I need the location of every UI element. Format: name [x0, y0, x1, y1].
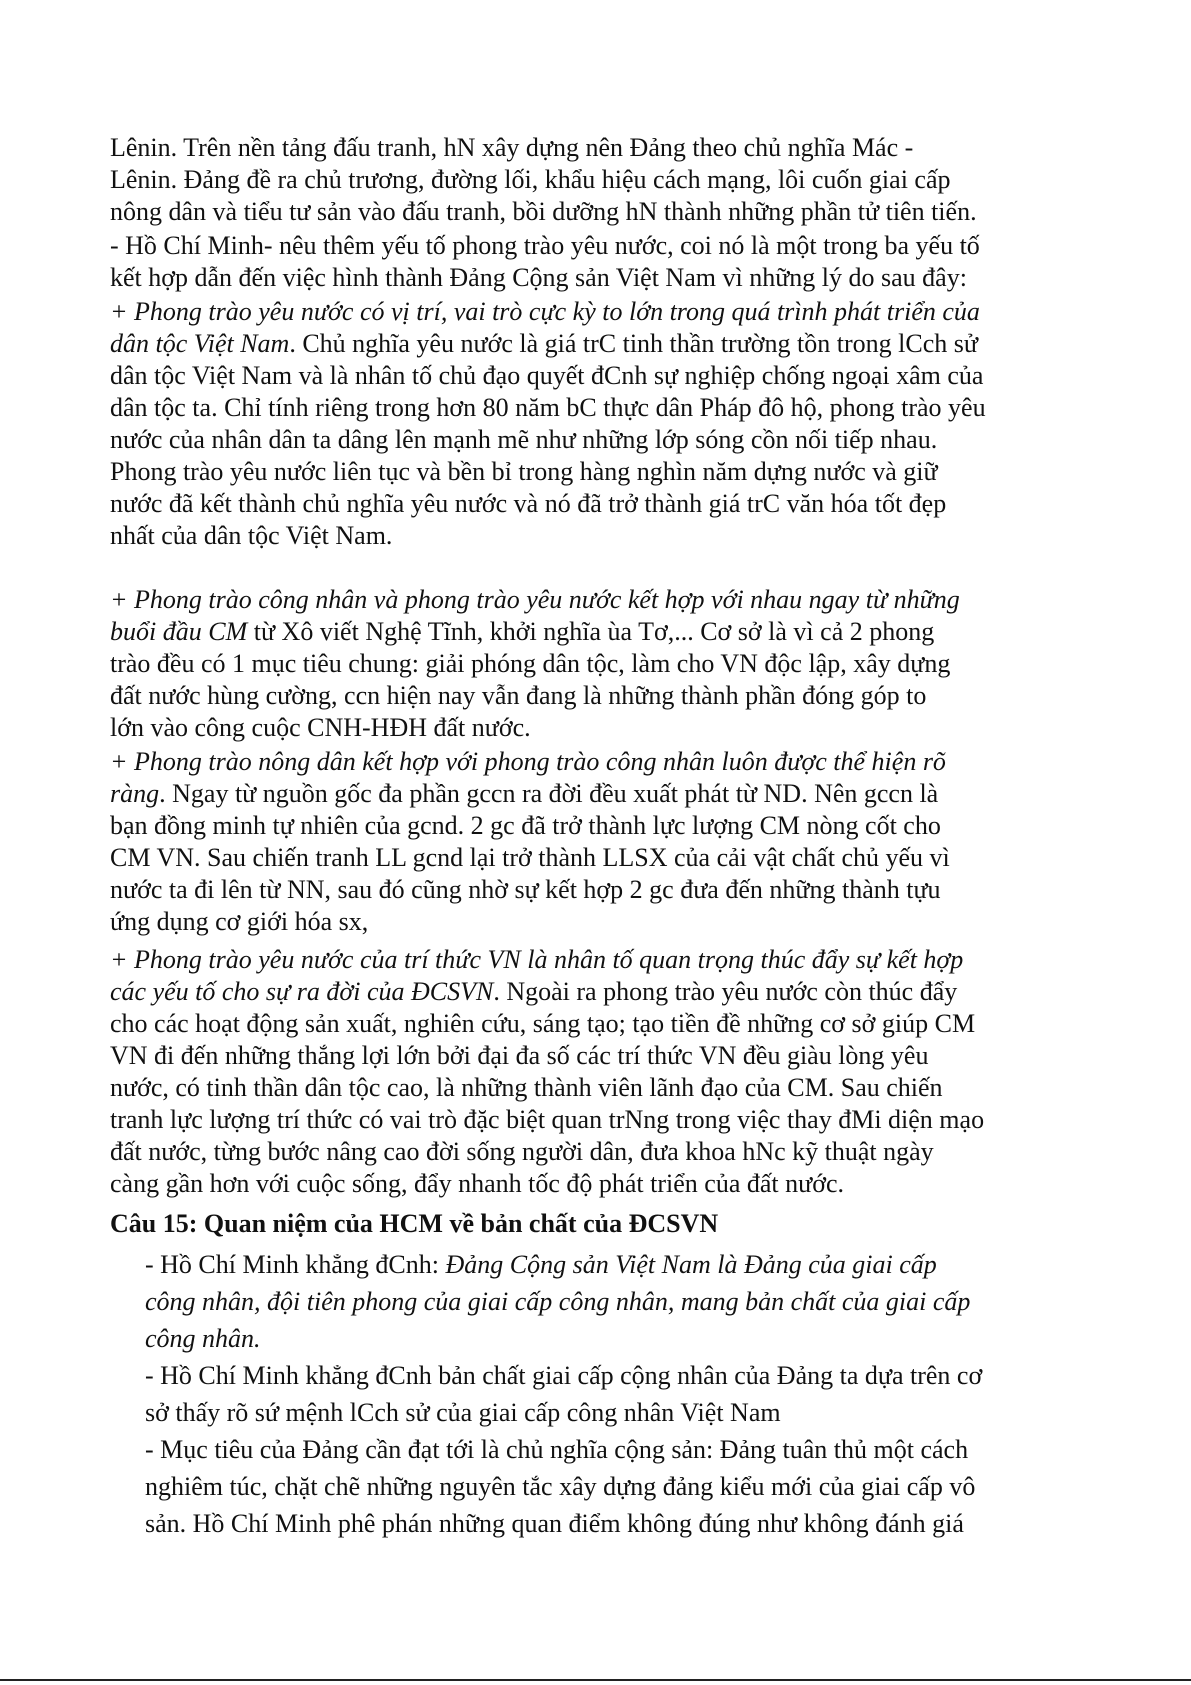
mixed-line	[110, 976, 984, 1008]
text-line: ứng dụng cơ giới hóa sx,	[110, 907, 369, 936]
text-segment: - Hồ Chí Minh khẳng đCnh:	[145, 1250, 446, 1279]
text-line: nước của nhân dân ta dâng lên mạnh mẽ như những lớp sóng cồn nối tiếp nhau.	[110, 425, 938, 454]
mixed-line	[110, 328, 986, 360]
page-bottom-border	[0, 1679, 1191, 1681]
text-line: nước, có tinh thần dân tộc cao, là những thành viên lãnh đạo của CM. Sau chiến	[110, 1073, 943, 1102]
italic-line: + Phong trào nông dân kết hợp với phong trào công nhân luôn được thể hiện rõ	[110, 747, 946, 776]
section-heading: Câu 15: Quan niệm của HCM về bản chất của ĐCSVN	[110, 1209, 719, 1238]
text-line: bạn đồng minh tự nhiên của gcnd. 2 gc đã trở thành lực lượng CM nòng cốt cho	[110, 811, 941, 840]
text-line: đất nước, từng bước nâng cao đời sống người dân, đưa khoa hNc kỹ thuật ngày	[110, 1137, 934, 1166]
paragraph-5	[110, 746, 950, 938]
text-line: - Hồ Chí Minh khẳng đCnh bản chất giai cấp cộng nhân của Đảng ta dựa trên cơ	[145, 1361, 983, 1390]
text-line: càng gần hơn với cuộc sống, đẩy nhanh tốc độ phát triển của đất nước.	[110, 1169, 845, 1198]
text-line: tranh lực lượng trí thức có vai trò đặc biệt quan trNng trong việc thay đMi diện mạo	[110, 1105, 985, 1134]
paragraph-3	[110, 296, 986, 552]
mixed-line	[110, 778, 950, 810]
text-line: nước ta đi lên từ NN, sau đó cũng nhờ sự kết hợp 2 gc đưa đến những thành tựu	[110, 875, 941, 904]
text-line: CM VN. Sau chiến tranh LL gcnd lại trở thành LLSX của cải vật chất chủ yếu vì	[110, 843, 950, 872]
paragraph-6	[110, 944, 984, 1200]
text-line: Lênin. Đảng đề ra chủ trương, đường lối, khẩu hiệu cách mạng, lôi cuốn giai cấp	[110, 165, 951, 194]
text-segment: . Ngoài ra phong trào yêu nước còn thúc đẩy	[493, 977, 958, 1006]
text-line: kết hợp dẫn đến việc hình thành Đảng Cộng sản Việt Nam vì những lý do sau đây:	[110, 263, 967, 292]
italic-line: + Phong trào yêu nước có vị trí, vai trò cực kỳ to lớn trong quá trình phát triển của	[110, 297, 980, 326]
text-line: trào đều có 1 mục tiêu chung: giải phóng dân tộc, làm cho VN độc lập, xây dựng	[110, 649, 951, 678]
mixed-line	[110, 616, 960, 648]
italic-line: công nhân.	[145, 1324, 261, 1353]
section-body	[145, 1246, 982, 1542]
italic-line: công nhân, đội tiên phong của giai cấp công nhân, mang bản chất của giai cấp	[145, 1287, 971, 1316]
text-line: - Hồ Chí Minh- nêu thêm yếu tố phong trào yêu nước, coi nó là một trong ba yếu tố	[110, 231, 980, 260]
italic-segment: Đảng Cộng sản Việt Nam là Đảng của giai cấp	[445, 1250, 937, 1279]
paragraph-2	[110, 230, 980, 294]
paragraph-4	[110, 584, 960, 744]
text-line: Phong trào yêu nước liên tục và bền bỉ trong hàng nghìn năm dựng nước và giữ	[110, 457, 938, 486]
text-segment: từ Xô viết Nghệ Tĩnh, khởi nghĩa ùa Tơ,... Cơ sở là vì cả 2 phong	[247, 617, 935, 646]
text-segment: . Ngay từ nguồn gốc đa phần gccn ra đời đều xuất phát từ ND. Nên gccn là	[159, 779, 939, 808]
text-line: nông dân và tiểu tư sản vào đấu tranh, bồi dưỡng hN thành những phần tử tiên tiến.	[110, 197, 977, 226]
text-line: sản. Hồ Chí Minh phê phán những quan điểm không đúng như không đánh giá	[145, 1509, 964, 1538]
text-segment: . Chủ nghĩa yêu nước là giá trC tinh thần trường tồn trong lCch sử	[289, 329, 978, 358]
italic-segment: các yếu tố cho sự ra đời của ĐCSVN	[110, 977, 494, 1006]
mixed-line	[145, 1246, 982, 1283]
text-line: nghiêm túc, chặt chẽ những nguyên tắc xây dựng đảng kiểu mới của giai cấp vô	[145, 1472, 976, 1501]
text-line: dân tộc Việt Nam và là nhân tố chủ đạo quyết đCnh sự nghiệp chống ngoại xâm của	[110, 361, 984, 390]
italic-segment: dân tộc Việt Nam	[110, 329, 290, 358]
text-line: dân tộc ta. Chỉ tính riêng trong hơn 80 năm bC thực dân Pháp đô hộ, phong trào yêu	[110, 393, 986, 422]
text-line: Lênin. Trên nền tảng đấu tranh, hN xây dựng nên Đảng theo chủ nghĩa Mác -	[110, 133, 914, 162]
text-line: đất nước hùng cường, ccn hiện nay vẫn đang là những thành phần đóng góp to	[110, 681, 927, 710]
italic-line: + Phong trào công nhân và phong trào yêu nước kết hợp với nhau ngay từ những	[110, 585, 960, 614]
italic-segment: ràng	[110, 779, 160, 808]
text-line: VN đi đến những thắng lợi lớn bởi đại đa số các trí thức VN đều giàu lòng yêu	[110, 1041, 929, 1070]
text-line: nước đã kết thành chủ nghĩa yêu nước và nó đã trở thành giá trC văn hóa tốt đẹp	[110, 489, 947, 518]
text-line: lớn vào công cuộc CNH-HĐH đất nước.	[110, 713, 531, 742]
italic-segment: buổi đầu CM	[110, 617, 248, 646]
text-line: nhất của dân tộc Việt Nam.	[110, 521, 393, 550]
text-line: sở thấy rõ sứ mệnh lCch sử của giai cấp công nhân Việt Nam	[145, 1398, 781, 1427]
paragraph-1	[110, 132, 977, 228]
italic-line: + Phong trào yêu nước của trí thức VN là nhân tố quan trọng thúc đẩy sự kết hợp	[110, 945, 964, 974]
text-line: cho các hoạt động sản xuất, nghiên cứu, sáng tạo; tạo tiền đề những cơ sở giúp CM	[110, 1009, 976, 1038]
text-line: - Mục tiêu của Đảng cần đạt tới là chủ nghĩa cộng sản: Đảng tuân thủ một cách	[145, 1435, 969, 1464]
